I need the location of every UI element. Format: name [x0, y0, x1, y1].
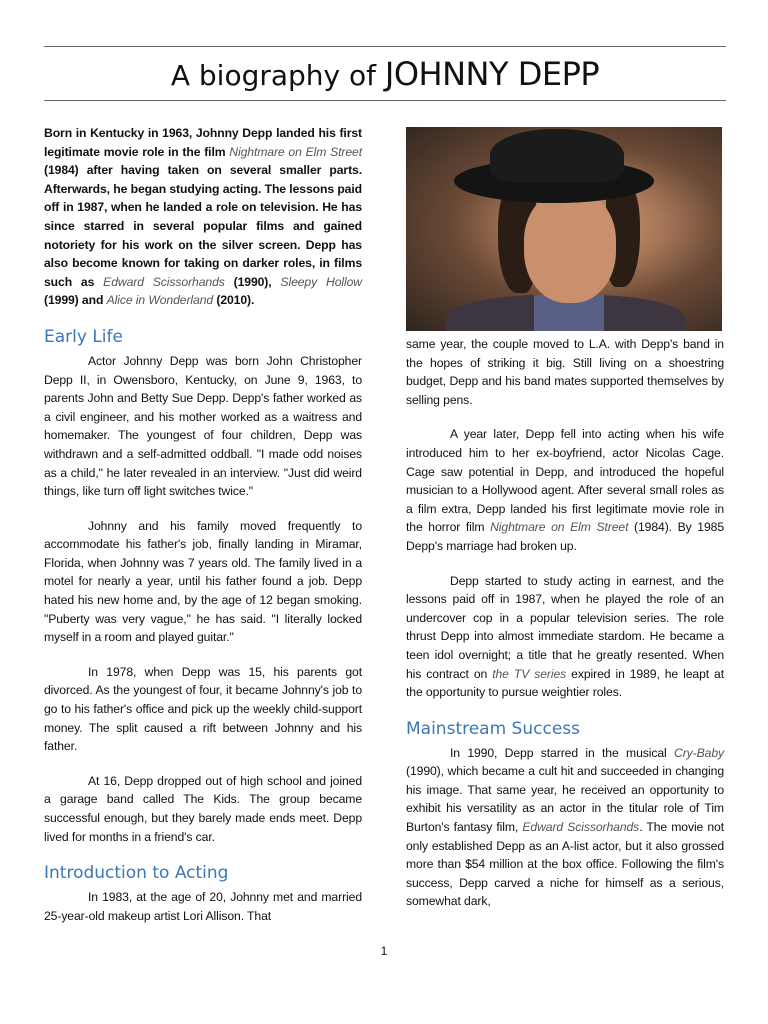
paragraph	[406, 744, 724, 911]
intro-text-3: (1990),	[224, 274, 281, 289]
right-column	[406, 124, 724, 927]
intro-text-2: (1984) after having taken on several smaller parts. Afterwards, he began studying acting. The lessons paid off in 1987, when he landed a role on television. He has since starred in several popular films and gained notoriety for his work on the silver screen. Depp has also become known for taking on darker roles, in films such as	[44, 163, 362, 289]
paragraph-text: In 1990, Depp starred in the musical	[450, 745, 674, 760]
film-title: Edward Scissorhands	[522, 820, 640, 835]
tv-series-link[interactable]: the TV series	[492, 666, 567, 681]
page-number: 1	[380, 944, 388, 958]
intro-text-5: (2010).	[213, 293, 255, 308]
paragraph-text: (1984). By 1985 Depp's marriage had broken up.	[406, 520, 724, 553]
paragraph: At 16, Depp dropped out of high school and joined a garage band called The Kids. The group became successful enough, but they barely made ends meet. Depp lived for months in a friend's car.	[44, 773, 362, 844]
paragraph-text: Depp started to study acting in earnest, and the lessons paid off in 1987, when he played the role of an undercover cop in a popular television series. The role thrust Depp into almost immediate stardom. He became a teen idol overnight; a title that he greatly resented. When his contract on	[406, 573, 724, 681]
film-title: Nightmare on Elm Street	[490, 520, 629, 535]
intro-text-1: Born in Kentucky in 1963, Johnny Depp landed his first legitimate movie role in the film	[44, 126, 362, 159]
paragraph: Johnny and his family moved frequently to accommodate his father's job, finally landing in Miramar, Florida, when Johnny was 7 years old. The family lived in a motel for nearly a year, until his father found a job. Depp hated his new home and, by the age of 12 began smoking. "Puberty was very vague," he has said. "I literally locked myself in a room and played guitar."	[44, 518, 362, 645]
title-prefix: A biography of	[170, 59, 377, 92]
film-title: Edward Scissorhands	[103, 274, 225, 289]
page-title	[44, 54, 726, 96]
paragraph	[406, 425, 724, 555]
section-heading-early-life: Early Life	[44, 326, 123, 347]
intro-text-4: (1999) and	[44, 293, 107, 308]
section-heading-mainstream: Mainstream Success	[406, 718, 580, 739]
film-title: Sleepy Hollow	[280, 274, 362, 289]
section-heading-intro-acting: Introduction to Acting	[44, 863, 229, 884]
paragraph-text: (1990), which became a cult hit and succeeded in changing his image. That same year, he received an opportunity to exhibit his versatility as an actor in the titular role of Tim Burton's fantasy film,	[406, 764, 724, 835]
paragraph: Actor Johnny Depp was born John Christopher Depp II, in Owensboro, Kentucky, on June 9, 1963, to parents John and Betty Sue Depp. Depp's father worked as a civil engineer, and his mother worked as a waitress and homemaker. The youngest of four children, Depp was withdrawn and a self-admitted oddball. "I made odd noises as a child," he later revealed in an interview. "Just did weird things, like turn off light switches twice."	[44, 353, 362, 499]
left-column	[44, 124, 362, 941]
paragraph-text: . The movie not only established Depp as an A-list actor, but it also grossed more than $54 million at the box office. Following the film's success, Depp carved a niche for himself as a serious, somewhat dark,	[406, 820, 724, 909]
photo-hat-crown	[490, 129, 624, 183]
paragraph-continued: same year, the couple moved to L.A. with Depp's band in the hopes of striking it big. Still living on a shoestring budget, Depp and his band mates supported themselves by selling pens.	[406, 337, 724, 407]
film-title: Nightmare on Elm Street	[229, 144, 362, 159]
title-name: JOHNNY DEPP	[384, 55, 600, 93]
film-title: Alice in Wonderland	[106, 293, 214, 308]
title-rule	[44, 100, 726, 101]
film-title: Cry-Baby	[674, 745, 724, 760]
paragraph-text: A year later, Depp fell into acting when his wife introduced him to her ex-boyfriend, actor Nicolas Cage. Cage saw potential in Depp, and introduced the hopeful musician to a Hollywood agent. After several small roles as a film extra, Depp landed his first legitimate movie role in the horror film	[406, 427, 724, 535]
intro-paragraph	[44, 124, 362, 310]
top-rule	[44, 46, 726, 47]
paragraph-text: expired in 1989, he leapt at the opportunity to pursue weightier roles.	[406, 666, 725, 700]
portrait-photo	[406, 127, 722, 331]
paragraph	[406, 572, 724, 702]
paragraph: In 1978, when Depp was 15, his parents got divorced. As the youngest of four, it became Johnny's job to go to his father's office and pick up the weekly child-support money. The split caused a rift between Johnny and his father.	[44, 664, 362, 754]
paragraph: In 1983, at the age of 20, Johnny met and married 25-year-old makeup artist Lori Allison. That	[44, 890, 362, 923]
photo-face	[524, 191, 616, 303]
